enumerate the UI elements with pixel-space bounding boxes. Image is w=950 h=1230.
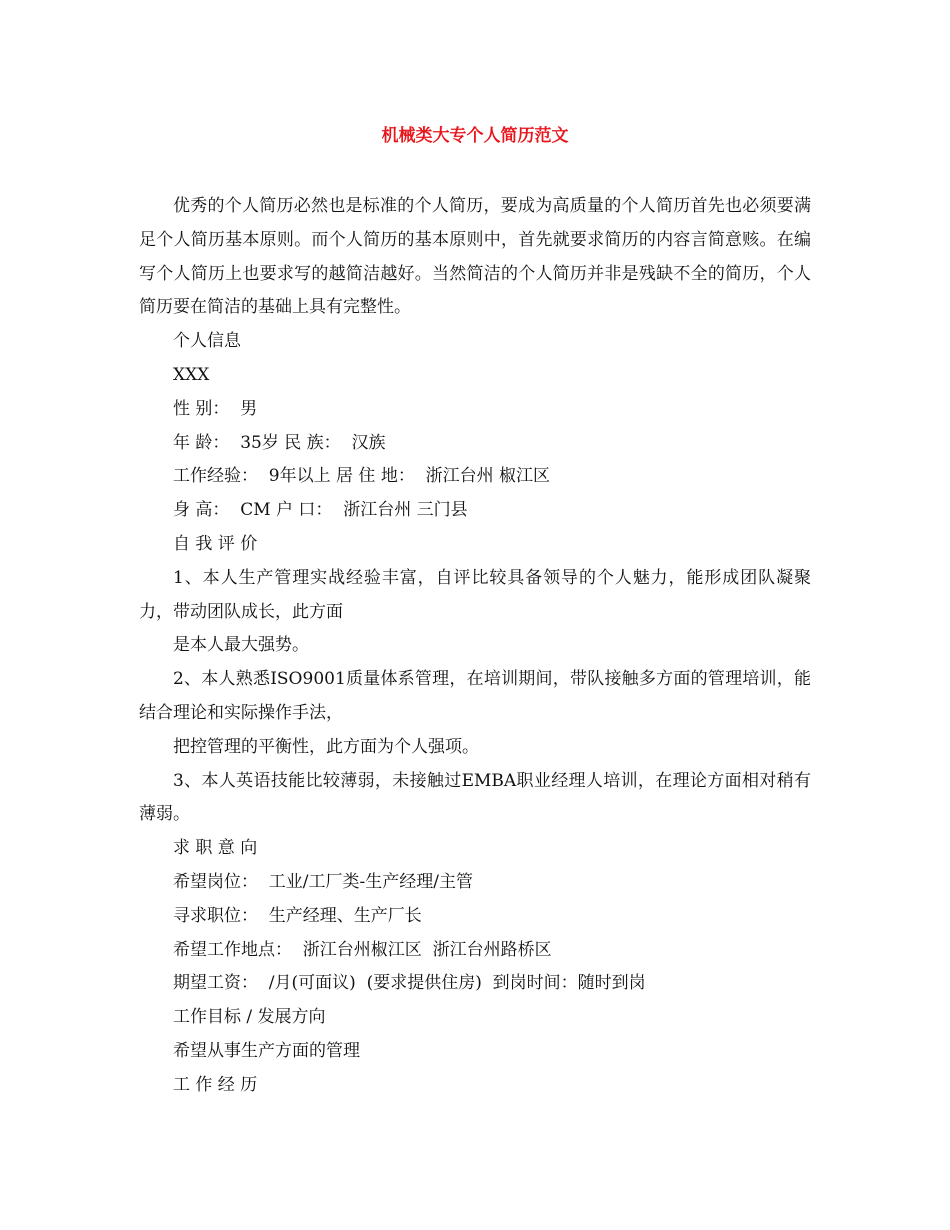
self-evaluation-item-2-cont: 把控管理的平衡性，此方面为个人强项。	[173, 736, 479, 757]
self-evaluation-item-1: 1、本人生产管理实战经验丰富，自评比较具备领导的个人魅力，能形成团队凝聚力，带动团队成长，此方面	[139, 567, 811, 622]
person-name: XXX	[173, 364, 210, 385]
self-evaluation-item-2: 2、本人熟悉ISO9001质量体系管理，在培训期间，带队接触多方面的管理培训，能结合理论和实际操作手法，	[139, 669, 811, 723]
gender-line: 性 别： 男	[173, 398, 258, 419]
age-ethnicity-line: 年 龄： 35岁 民 族： 汉族	[173, 432, 386, 453]
document-title: 机械类大专个人简历范文	[381, 126, 569, 146]
intro-paragraph: 优秀的个人简历必然也是标准的个人简历，要成为高质量的个人简历首先也必须要满足个人简历基本原则。而个人简历的基本原则中，首先就要求简历的内容言简意赅。在编写个人简历上也要求写的越简洁越好。当然简洁的个人简历并非是残缺不全的简历，个人简历要在简洁的基础上具有完整性。	[139, 196, 811, 318]
experience-residence-line: 工作经验： 9年以上 居 住 地： 浙江台州 椒江区	[173, 466, 551, 487]
desired-salary-line: 期望工资： /月(可面议) (要求提供住房) 到岗时间：随时到岗	[173, 973, 646, 994]
work-goal-heading: 工作目标 / 发展方向	[173, 1007, 326, 1028]
self-evaluation-item-1-cont: 是本人最大强势。	[173, 635, 309, 656]
height-hukou-line: 身 高： CM 户 口： 浙江台州 三门县	[173, 500, 468, 521]
desired-location-line: 希望工作地点： 浙江台州椒江区 浙江台州路桥区	[173, 939, 552, 960]
work-goal-line: 希望从事生产方面的管理	[173, 1040, 360, 1061]
work-history-heading: 工 作 经 历	[173, 1074, 258, 1095]
sought-position-line: 寻求职位： 生产经理、生产厂长	[173, 905, 422, 926]
personal-info-heading: 个人信息	[173, 331, 241, 352]
self-evaluation-heading: 自 我 评 价	[173, 533, 258, 554]
self-evaluation-item-3: 3、本人英语技能比较薄弱，未接触过EMBA职业经理人培训，在理论方面相对稍有薄弱。	[139, 770, 811, 825]
job-intention-heading: 求 职 意 向	[173, 838, 258, 859]
desired-position-line: 希望岗位： 工业/工厂类-生产经理/主管	[173, 871, 474, 892]
document-body	[139, 190, 811, 1103]
